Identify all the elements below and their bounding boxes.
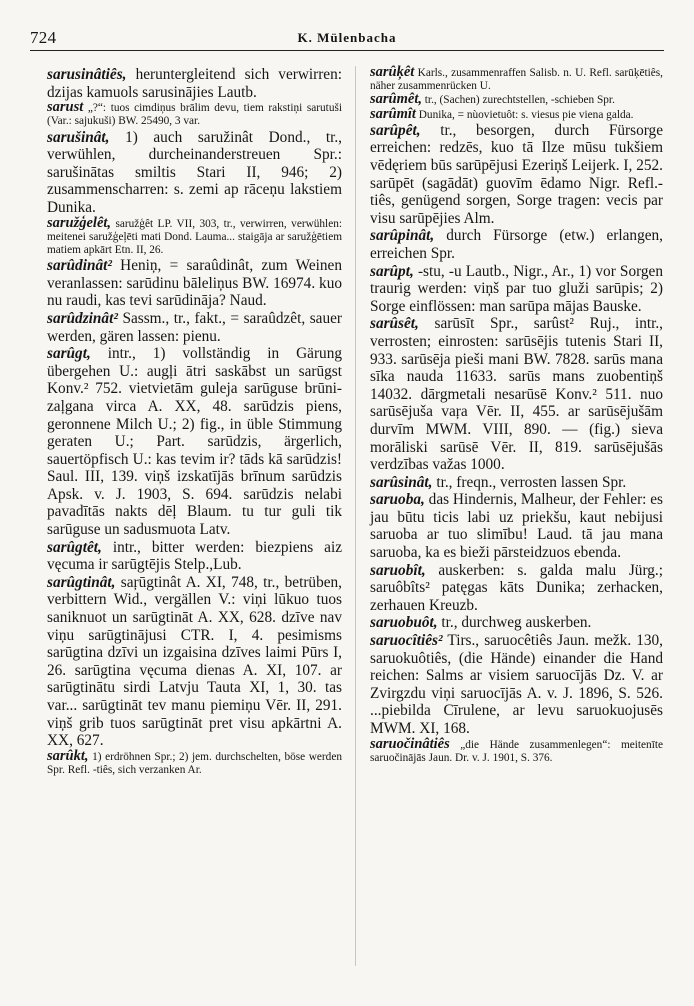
entry-definition: Heniņ, = saraûdinât, zum Weinen veranlassen: sarūdinu bāleliņus BW. 16974. kuo nu raudi, kas tevi sarūdināja? Naud. [47, 257, 342, 310]
dictionary-entry [370, 562, 663, 615]
entry-definition: Dunika, = nùovietuôt: s. viesus pie viena galda. [415, 108, 634, 121]
entry-definition: Sassm., tr., fakt., = saraûdzêt, sauer werden, gären lassen: pienu. [47, 309, 342, 345]
entry-definition: Tirs., saruocêtiês Jaun. mežk. 130, saruokuôtiês, (die Hände) einander die Hand reichen: Salms ar visiem saruocījās Dz. V. ar Zvirgzdu viņi saruocījās A. v. J. 1896, S. 526. ...piebilda Cīrulene, ar levu saruokuojusēs MWM. XI, 168. [370, 632, 663, 737]
dictionary-entry [370, 315, 663, 473]
entry-definition: tr., durchweg auskerben. [437, 614, 592, 632]
page-number: 724 [30, 28, 57, 47]
dictionary-entry [370, 227, 663, 262]
dictionary-entry [47, 539, 342, 574]
entry-headword: sarûpinât, [370, 227, 435, 245]
entry-headword: sarûķêt [370, 64, 415, 80]
dictionary-entry [370, 632, 663, 738]
dictionary-entry [47, 747, 342, 777]
entry-headword: saružģelêt, [47, 214, 112, 231]
dictionary-entry [47, 574, 342, 750]
entry-definition: durch Fürsorge (etw.) erlangen, erreichen Spr. [370, 227, 663, 262]
entry-headword: sarûsinât, [370, 473, 433, 491]
entry-headword: sarûgt, [47, 345, 91, 363]
dictionary-entry [47, 101, 342, 128]
entry-headword: sarusinâtiês, [47, 66, 127, 83]
entry-definition: intr., 1) vollständig in Gärung übergehen U.: augļi ātri saskābst un sarūgst Konv.² 752. vietvietām guleja sarūguse brūni-zaļgana virca A. XX, 48. sarūdzis piens, geronnene Milch U.; 2) fig., in üble Stimmung geraten U.; Part. sarūdzis, ärgerlich, sauertöpfisch U.: kas tevim ir? tāds kā sarūdzis! Saul. III, 139. viņš izskatījās brīnum sarūdzis Apsk. v. J. 1903, S. 694. sarūdzis nelabi pavadītās nakts dēļ Blaum. tu tur guli tik sarūguse un sadusmuota Latv. [47, 345, 342, 539]
dictionary-entry [370, 122, 663, 228]
entry-headword: sarûsêt, [370, 315, 419, 333]
entry-definition: „?“: tuos cimdiņus brālim devu, tiem rakstiņi sarutuši (Var.: sajukuši) BW. 25490, 3 var. [47, 102, 342, 128]
entry-definition: intr., bitter werden: biezpiens aiz vęcuma ir sarūgtējis Stelp.,Lub. [47, 538, 342, 574]
entry-headword: saruocîtiês² [370, 632, 443, 650]
column-divider [355, 66, 356, 966]
entry-headword: sarûdinât² [47, 257, 112, 275]
entry-headword: saruoba, [370, 491, 425, 509]
entry-headword: sarûpêt, [370, 121, 421, 139]
dictionary-entry [370, 105, 663, 122]
entry-headword: sarûgtinât, [47, 573, 116, 591]
dictionary-entry [370, 263, 663, 316]
right-column [370, 66, 663, 765]
entry-headword: sarûmît [370, 105, 416, 122]
dictionary-entry [370, 614, 663, 632]
entry-headword: sarûdzinât² [47, 309, 118, 327]
entry-headword: saruobuôt, [370, 614, 438, 632]
dictionary-entry [370, 491, 663, 561]
left-column [47, 66, 342, 777]
dictionary-entry [47, 129, 342, 217]
dictionary-entry [370, 735, 663, 765]
entry-headword: saruobît, [370, 561, 426, 579]
entry-headword: sarûmêt, [370, 91, 422, 108]
entry-definition: -stu, -u Lautb., Nigr., Ar., 1) vor Sorgen traurig werden: viņš par tuo gluži sarūpis; 2) Sorge einflössen: man sarūpa mājas Bauske. [370, 262, 663, 315]
page-header [30, 28, 664, 51]
dictionary-entry [47, 257, 342, 310]
dictionary-entry [47, 345, 342, 539]
entry-definition: 1) auch saružinât Dond., tr., verwühlen, durcheinanderstreuen Spr.: sarušinātas smiltis Stari II, 946; 2) zusammenscharren: s. zemi ap rāceņu lakstiem Dunika. [47, 128, 342, 216]
entry-definition: tr., (Sachen) zurechtstellen, -schieben Spr. [421, 94, 615, 107]
entry-headword: saruočinâtiês [370, 735, 450, 752]
entry-headword: sarušinât, [47, 128, 110, 146]
entry-headword: sarûkt, [47, 747, 89, 764]
entry-definition: tr., besorgen, durch Fürsorge erreichen: redzēs, kuo tā Ilze mūsu tukšiem vēdęriem būs sarūpējusi Ezeriņš Leijerk. I, 252. sarūpēt (sagādāt) guovīm ēdamo Nigr. Refl.-tiês, genügend sorgen, Sorge tragen: vecis par visu sarūpējies Alm. [370, 121, 663, 227]
entry-definition: „die Hände zusammenlegen“: meitenīte saruočinājās Jaun. Dr. v. J. 1901, S. 376. [370, 738, 663, 764]
entry-definition: auskerben: s. galda malu Jürg.; saruôbîts² patęgas kāts Dunika; zerhacken, zerhauen Kreuzb. [370, 561, 663, 614]
entry-definition: Karls., zusammenraffen Salisb. n. U. Refl. sarūķētiês, näher zusammenrücken U. [370, 67, 663, 93]
dictionary-entry [370, 474, 663, 492]
entry-definition: das Hindernis, Malheur, der Fehler: es jau būtu ticis labi uz priekšu, kaut nebijusi saruoba ar tuo slimību! Laud. tā jau mana saruoba, ka es bieži pārsteidzuos ebenda. [370, 491, 663, 562]
running-head: K. Mülenbacha [297, 30, 397, 45]
dictionary-entry [47, 310, 342, 345]
entry-definition: heruntergleitend sich verwirren: dzijas kamuols sarusinājies Lautb. [47, 66, 342, 101]
entry-definition: sarūsīt Spr., sarûst² Ruj., intr., verrosten; einrosten: sarūsējis tutenis Stari II, 933. sarūsēja pieši mani BW. 7828. sarūs mana sīka nauda 11633. sarūs mans zuobentiņš 14032. dārgmetali nesarūsē Konv.² 511. nuo sarūsējuša vaŗa Vēr. II, 455. ar sarūsējušām durvīm MWM. VIII, 890. — (fig.) sieva morāliski sarūsē Vēr. II, 819. sarūsējušās verdzības važas 1000. [370, 315, 663, 474]
entry-definition: 1) erdröhnen Spr.; 2) jem. durchschelten, böse werden Spr. Refl. -tiês, sich verzanken Ar. [47, 750, 342, 776]
dictionary-entry [47, 66, 342, 101]
entry-headword: sarust [47, 99, 84, 116]
entry-headword: sarûpt, [370, 262, 414, 280]
entry-definition: saružģêt LP. VII, 303, tr., verwirren, verwühlen: meitenei saružģeļēti mati Dond. Lauma... staigāja ar saružģētiem matiem apkārt Etn. II, 26. [47, 217, 342, 256]
entry-definition: tr., freqn., verrosten lassen Spr. [432, 473, 627, 491]
entry-headword: sarûgtêt, [47, 538, 102, 556]
dictionary-entry [370, 66, 663, 93]
entry-definition: saŗūgtinât A. XI, 748, tr., betrüben, verbittern Wid., vergällen V.: viņi lūkuo tuos saniknuot un sarūgtināt A. XX, 628. dzīve nav viņu sarūgtinājusi CTR. I, 4. pesimisms sarūgtina dzīvi un izgaisina dzīves laimi Pūrs I, 26. sarūgtina vęcuma dienas A. XI, 107. ar sarūgtinātu sirdi Latvju Tauta XI, 1, 30. tas var... sarūgtināt tev manu piemiņu Vēr. II, 291. viņš grib tuos sarūgtināt pret visu apkārtni A. XX, 627. [47, 573, 342, 750]
dictionary-entry [47, 214, 342, 258]
